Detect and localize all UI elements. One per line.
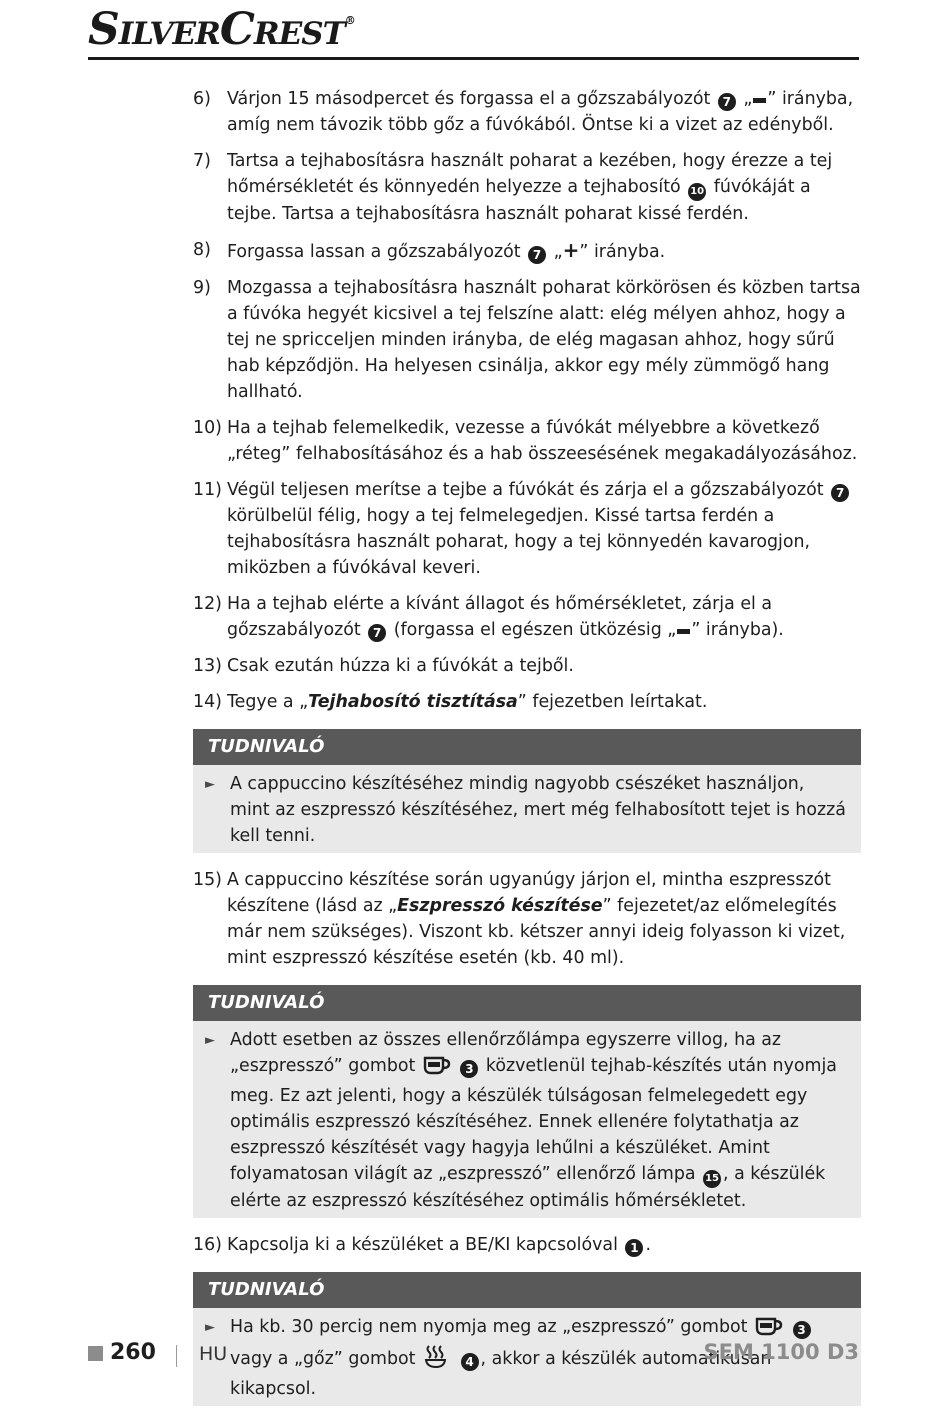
step-13: 13) Csak ezután húzza ki a fúvókát a tejből. <box>193 656 574 676</box>
step-11: 11) Végül teljesen merítse a tejbe a fúvókát és zárja el a gőzszabályozót 7 körülbelül félig, hogy a tej felmelegedjen. Kissé tartsa ferdén a tejhabosításra használt poharat, hogy a tej könnyedén kavarogjon, miközben a fúvókával keveri. <box>193 477 861 581</box>
steam-icon <box>423 1344 451 1376</box>
minus-symbol <box>753 98 766 103</box>
footer-separator <box>176 1345 177 1367</box>
bullet-arrow-icon: ► <box>205 777 215 792</box>
step-6: 6) Várjon 15 másodpercet és forgassa el a gőzszabályozót 7 „ ” irányba, amíg nem távozik több gőz a fúvókából. Öntse ki a vizet az edényből. <box>193 89 854 135</box>
chapter-reference: Eszpresszó készítése <box>397 896 603 916</box>
ref-number-3: 3 <box>793 1321 811 1339</box>
step-7: 7) Tartsa a tejhabosításra használt poharat a kezében, hogy érezze a tej hőmérsékletét és könnyedén helyezze a tejhabosító 10 fúvókáját a tejbe. Tartsa a tejhabosításra használt poharat kissé ferdén. <box>193 151 833 224</box>
footer-square <box>88 1346 103 1361</box>
note-box-1: TUDNIVALÓ ► A cappuccino készítéséhez mindig nagyobb csészéket használjon, mint az eszpresszó készítéséhez, mert még felhabosított tejet is hozzá kell tenni. <box>193 729 861 853</box>
step-14: 14) Tegye a „Tejhabosító tisztítása” fejezetben leírtakat. <box>193 692 708 712</box>
ref-number-7: 7 <box>368 624 386 642</box>
step-10: 10) Ha a tejhab felemelkedik, vezesse a fúvókát mélyebbre a következő „réteg” felhabosításához és a hab összeesésének megakadályozásához. <box>193 418 858 464</box>
note-box-2: TUDNIVALÓ ► Adott esetben az összes ellenőrzőlámpa egyszerre villog, ha az „eszpresszó” gombot 3 közvetlenül tejhab-készítés után nyomja meg. Ez azt jelenti, hogy a készülék túlságosan felmelegedett egy optimális eszpresszó készítéséhez. Ennek ellenére folytathatja az eszpresszó készítését vagy hagyja lehűlni a készüléket. Amint folyamatosan világít az „eszpresszó” ellenőrző lámpa 15 , a készülék elérte az eszpresszó készítéséhez optimális hőmérsékletet. <box>193 985 861 1218</box>
ref-number-1: 1 <box>625 1239 643 1257</box>
minus-symbol <box>677 629 690 634</box>
step-9: 9) Mozgassa a tejhabosításra használt poharat körkörösen és közben tartsa a fúvóka hegyét kicsivel a tej felszíne alatt: elég mélyen ahhoz, hogy a tej ne spricceljen minden irányba, de elég magasan ahhoz, hogy sűrű hab képződjön. Ha helyesen csinálja, akkor egy mély zümmögő hang hallható. <box>193 278 861 402</box>
step-8: 8) Forgassa lassan a gőzszabályozót 7 „+” irányba. <box>193 238 666 262</box>
model-number: SEM 1100 D3 <box>703 1340 859 1364</box>
header-rule <box>88 57 859 60</box>
step-16: 16) Kapcsolja ki a készüléket a BE/KI kapcsolóval 1 . <box>193 1235 651 1255</box>
ref-number-7: 7 <box>718 93 736 111</box>
ref-number-7: 7 <box>831 484 849 502</box>
espresso-cup-icon <box>423 1055 451 1083</box>
page-content <box>193 86 861 1420</box>
step-15: 15) A cappuccino készítése során ugyanúgy járjon el, mintha eszpresszót készítene (lásd az „Eszpresszó készítése” fejezetet/az előmelegítés már nem szükséges). Viszont kb. kétszer annyi ideig folyasson ki vizet, mint eszpresszó készítése esetén (kb. 40 ml). <box>193 870 846 968</box>
plus-symbol: + <box>562 238 580 262</box>
chapter-reference: Tejhabosító tisztítása <box>308 692 518 712</box>
ref-number-7: 7 <box>528 246 546 264</box>
note-title: TUDNIVALÓ <box>193 985 861 1021</box>
ref-number-4: 4 <box>461 1353 479 1371</box>
page-number: 260 <box>110 1340 156 1365</box>
language-code: HU <box>199 1343 228 1365</box>
note-title: TUDNIVALÓ <box>193 1272 861 1308</box>
bullet-arrow-icon: ► <box>205 1320 215 1335</box>
step-12: 12) Ha a tejhab elérte a kívánt állagot és hőmérsékletet, zárja el a gőzszabályozót 7 (forgassa el egészen ütközésig „ ” irányba). <box>193 594 784 640</box>
note-box-3: TUDNIVALÓ ► Ha kb. 30 percig nem nyomja meg az „eszpresszó” gombot 3 vagy a „gőz” gombot 4 , akkor a készülék automatikusan kikapcsol. <box>193 1272 861 1406</box>
bullet-arrow-icon: ► <box>205 1033 215 1048</box>
brand-logo: SILVERCREST® <box>88 4 355 55</box>
ref-number-10: 10 <box>688 183 706 201</box>
ref-number-15: 15 <box>703 1170 721 1188</box>
ref-number-3: 3 <box>460 1060 478 1078</box>
note-title: TUDNIVALÓ <box>193 729 861 765</box>
